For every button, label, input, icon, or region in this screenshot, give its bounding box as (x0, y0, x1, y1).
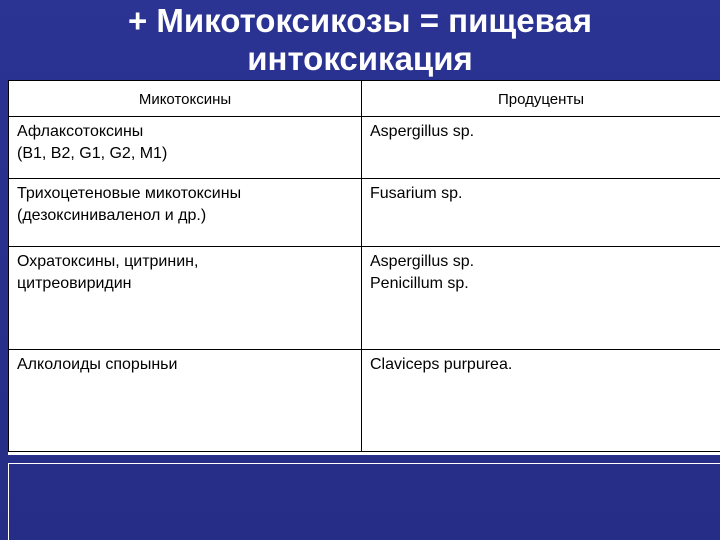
table-header-row (9, 81, 720, 117)
producer-text: Claviceps purpurea. (370, 356, 513, 373)
mycotoxin-cell (9, 350, 362, 452)
producer-cell (362, 247, 720, 350)
slide-title-line-2: интоксикация (247, 40, 473, 77)
slide-title (0, 0, 720, 80)
table-row (9, 117, 720, 179)
header-producers: Продуценты (362, 81, 720, 117)
producer-text: Aspergillus sp. (370, 123, 475, 140)
producer-cell (362, 179, 720, 247)
mycotoxin-text: Афлаксотоксины (17, 123, 144, 140)
mycotoxin-text: Трихоцетеновые микотоксины (17, 185, 242, 202)
mycotoxin-cell (9, 247, 362, 350)
mycotoxin-table-container (8, 80, 720, 455)
table-row (9, 247, 720, 350)
mycotoxin-cell (9, 117, 362, 179)
mycotoxin-text: Охратоксины, цитринин, (17, 253, 199, 270)
producer-text: Aspergillus sp. (370, 253, 475, 270)
mycotoxin-table (8, 80, 720, 452)
table-row (9, 350, 720, 452)
mycotoxin-text: (дезоксиниваленол и др.) (17, 207, 207, 224)
footer-panel (8, 463, 720, 540)
producer-text: Fusarium sp. (370, 185, 463, 202)
table-row (9, 179, 720, 247)
producer-cell (362, 350, 720, 452)
slide-title-line-1: + Микотоксикозы = пищевая (127, 2, 593, 39)
mycotoxin-text: цитреовиридин (17, 275, 132, 292)
header-mycotoxins: Микотоксины (9, 81, 362, 117)
mycotoxin-text: Алколоиды спорыньи (17, 356, 178, 373)
producer-cell (362, 117, 720, 179)
mycotoxin-cell (9, 179, 362, 247)
mycotoxin-text: (В1, В2, G1, G2, M1) (17, 145, 168, 162)
producer-text: Penicillum sp. (370, 275, 469, 292)
